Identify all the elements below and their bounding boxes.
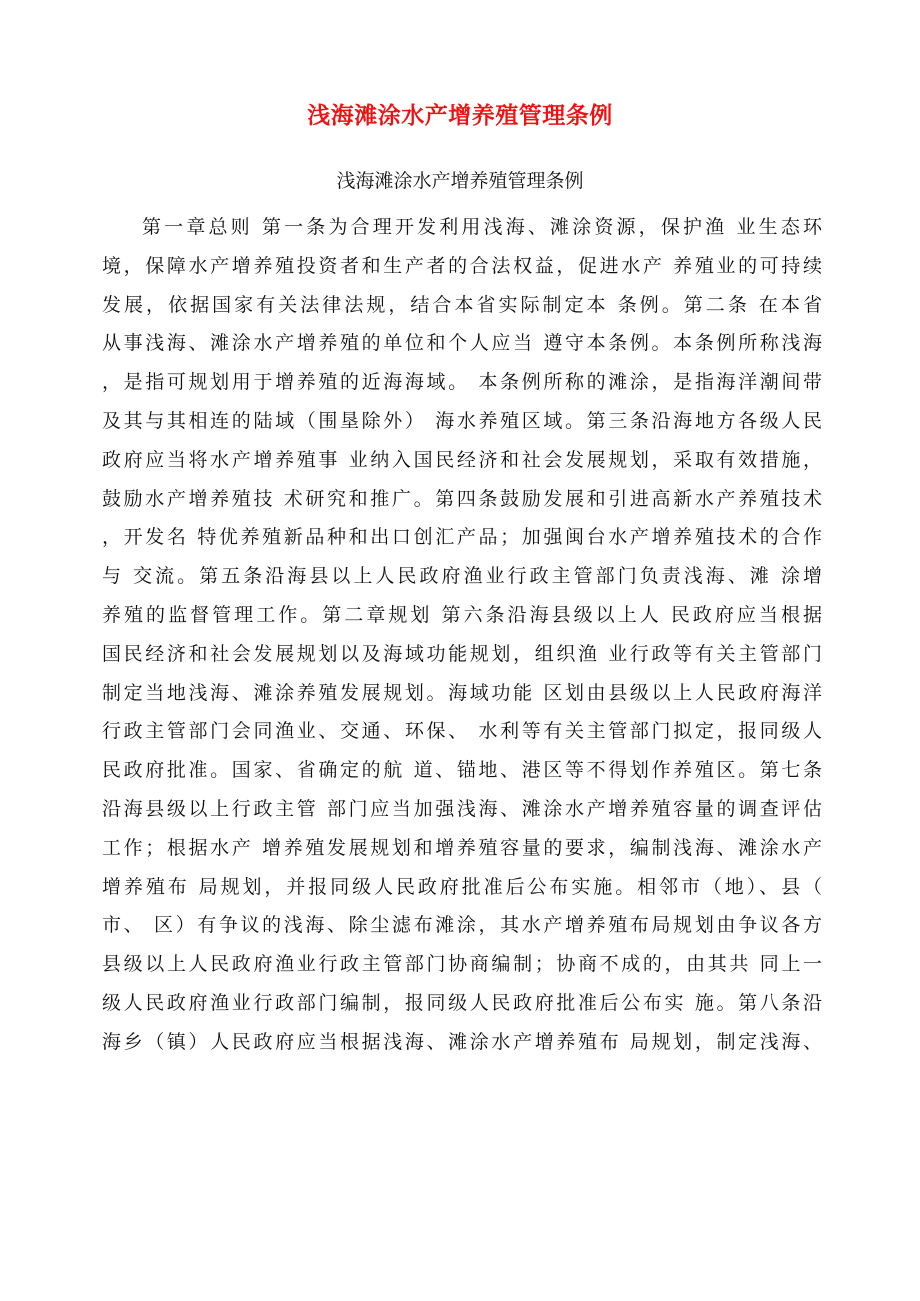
document-title: 浅海滩涂水产增养殖管理条例 — [307, 103, 613, 129]
body-line: 级人民政府渔业行政部门编制，报同级人民政府批准后公布实 施。第八条沿 — [102, 991, 822, 1014]
body-line: ，是指可规划用于增养殖的近海海域。 本条例所称的滩涂，是指海洋潮间带 — [102, 371, 822, 394]
body-line: 从事浅海、滩涂水产增养殖的单位和个人应当 遵守本条例。本条例所称浅海 — [102, 332, 822, 355]
body-line: 与 交流。第五条沿海县以上人民政府渔业行政主管部门负责浅海、滩 涂增 — [102, 565, 822, 588]
body-line: 增养殖布 局规划，并报同级人民政府批准后公布实施。相邻市（地）、县（ — [102, 875, 822, 898]
body-line: 养殖的监督管理工作。第二章规划 第六条沿海县级以上人 民政府应当根据 — [102, 603, 822, 626]
body-line: 行政主管部门会同渔业、交通、环保、 水利等有关主管部门拟定，报同级人 — [102, 720, 822, 743]
body-line: 政府应当将水产增养殖事 业纳入国民经济和社会发展规划，采取有效措施， — [102, 448, 822, 471]
body-line: 沿海县级以上行政主管 部门应当加强浅海、滩涂水产增养殖容量的调查评估 — [102, 797, 822, 820]
body-line: 鼓励水产增养殖技 术研究和推广。第四条鼓励发展和引进高新水产养殖技术 — [102, 487, 822, 510]
body-line: 发展，依据国家有关法律法规，结合本省实际制定本 条例。第二条 在本省 — [102, 293, 822, 316]
body-line: 境，保障水产增养殖投资者和生产者的合法权益，促进水产 养殖业的可持续 — [102, 254, 822, 277]
body-line: 及其与其相连的陆域（围垦除外） 海水养殖区域。第三条沿海地方各级人民 — [102, 409, 822, 432]
body-line: 县级以上人民政府渔业行政主管部门协商编制；协商不成的，由其共 同上一 — [102, 953, 822, 976]
body-line: 市、 区）有争议的浅海、除尘滤布滩涂，其水产增养殖布局规划由争议各方 — [102, 914, 822, 937]
document-body — [102, 208, 822, 1062]
body-line: 第一章总则 第一条为合理开发利用浅海、滩涂资源，保护渔 业生态环 — [142, 216, 822, 238]
body-line: 海乡（镇）人民政府应当根据浅海、滩涂水产增养殖布 局规划，制定浅海、 — [102, 1030, 822, 1053]
body-line: 民政府批准。国家、省确定的航 道、锚地、港区等不得划作养殖区。第七条 — [102, 759, 822, 782]
body-line: 国民经济和社会发展规划以及海域功能规划，组织渔 业行政等有关主管部门 — [102, 642, 822, 665]
body-line: 工作；根据水产 增养殖发展规划和增养殖容量的要求，编制浅海、滩涂水产 — [102, 836, 822, 859]
document-subtitle: 浅海滩涂水产增养殖管理条例 — [336, 170, 584, 192]
body-line: ，开发名 特优养殖新品种和出口创汇产品；加强闽台水产增养殖技术的合作 — [102, 526, 822, 549]
body-line: 制定当地浅海、滩涂养殖发展规划。海域功能 区划由县级以上人民政府海洋 — [102, 681, 822, 704]
